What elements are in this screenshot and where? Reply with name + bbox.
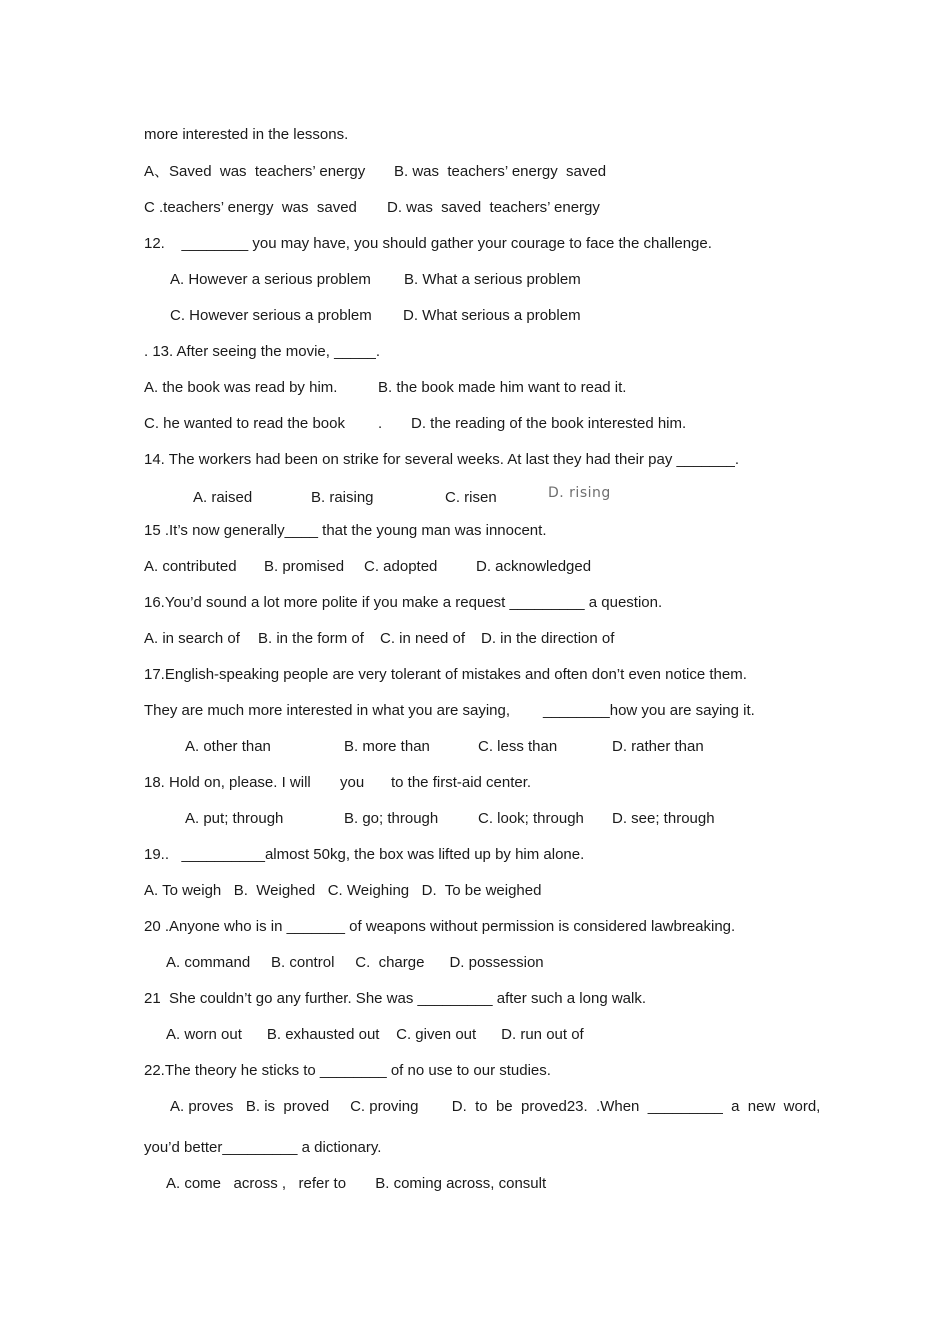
option-a: A. raised (193, 489, 253, 506)
option-c: C. risen (445, 489, 497, 506)
option-c: C. adopted (364, 558, 438, 575)
question-18: 18. Hold on, please. I will (144, 774, 311, 791)
option-a: A. However a serious problem (170, 271, 371, 288)
option-b: B. raising (311, 489, 374, 506)
question-20: 20 .Anyone who is in _______ of weapons without permission is considered lawbreaking. (144, 918, 736, 935)
options-19: A. To weigh B. Weighed C. Weighing D. To be weighed (144, 882, 542, 899)
option-a: A. in search of (144, 630, 240, 647)
question-19: 19.. __________almost 50kg, the box was lifted up by him alone. (144, 846, 585, 863)
option-b: B. go; through (344, 810, 439, 827)
option-d: D. was saved teachers’ energy (387, 199, 600, 216)
option-a: A. put; through (185, 810, 284, 827)
option-b: B. more than (344, 738, 430, 755)
option-c: C. in need of (380, 630, 466, 647)
option-d: D. rather than (612, 738, 704, 755)
text-line: more interested in the lessons. (144, 126, 349, 143)
stray-period: . (378, 415, 383, 432)
option-d-scanned: D. rising (548, 485, 611, 501)
option-d: D. the reading of the book interested him. (411, 415, 687, 432)
option-b: B. promised (264, 558, 345, 575)
option-c: C. However serious a problem (170, 307, 372, 324)
question-22: 22.The theory he sticks to ________ of no use to our studies. (144, 1062, 551, 1079)
question-17-blank: ________how you are saying it. (543, 702, 755, 719)
option-b: B. What a serious problem (404, 271, 581, 288)
question-17-continued: They are much more interested in what you are saying, (144, 702, 511, 719)
option-c: C. look; through (478, 810, 584, 827)
question-13: . 13. After seeing the movie, _____. (144, 343, 380, 360)
option-d: D. in the direction of (481, 630, 615, 647)
question-17: 17.English-speaking people are very tolerant of mistakes and often don’t even notice them. (144, 666, 747, 683)
option-d: D. What serious a problem (403, 307, 581, 324)
option-a: A. other than (185, 738, 271, 755)
options-22-question-23: A. proves B. is proved C. proving D. to be proved23. .When _________ a new word, (170, 1098, 821, 1115)
options-20: A. command B. control C. charge D. possession (166, 954, 544, 971)
option-d: D. see; through (612, 810, 715, 827)
question-21: 21 She couldn’t go any further. She was _________ after such a long walk. (144, 990, 647, 1007)
option-a: A. the book was read by him. (144, 379, 338, 396)
question-16: 16.You’d sound a lot more polite if you make a request _________ a question. (144, 594, 663, 611)
option-c: C. he wanted to read the book (144, 415, 345, 432)
option-a: A、Saved was teachers’ energy (144, 163, 366, 180)
options-23: A. come across , refer to B. coming across, consult (166, 1175, 547, 1192)
option-c: C .teachers’ energy was saved (144, 199, 357, 216)
option-c: C. less than (478, 738, 558, 755)
option-b: B. in the form of (258, 630, 364, 647)
option-b: B. the book made him want to read it. (378, 379, 627, 396)
question-18-end: to the first-aid center. (391, 774, 532, 791)
question-23-continued: you’d better_________ a dictionary. (144, 1139, 382, 1156)
option-a: A. contributed (144, 558, 237, 575)
option-b: B. was teachers’ energy saved (394, 163, 607, 180)
question-12: 12. ________ you may have, you should gather your courage to face the challenge. (144, 235, 712, 252)
option-d: D. acknowledged (476, 558, 592, 575)
question-15: 15 .It’s now generally____ that the young man was innocent. (144, 522, 547, 539)
question-14: 14. The workers had been on strike for several weeks. At last they had their pay _______. (144, 451, 740, 468)
options-21: A. worn out B. exhausted out C. given out D. run out of (166, 1026, 584, 1043)
question-18-word: you (340, 774, 365, 791)
